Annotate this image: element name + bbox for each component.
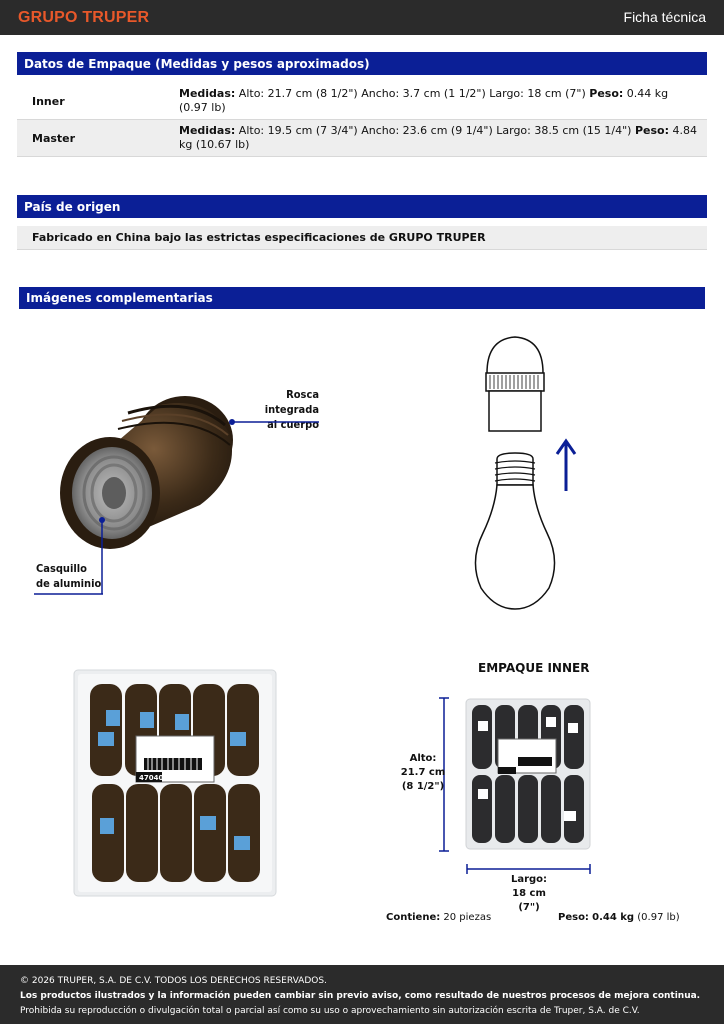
peso-inner-lb: (0.97 lb): [637, 912, 680, 923]
peso-value: 4.84 kg (10.67 lb): [179, 124, 697, 151]
origin-section-header: País de origen: [17, 195, 707, 218]
peso-label: Peso:: [589, 87, 624, 100]
footer: [0, 965, 724, 1024]
packaging-row-master: [17, 120, 707, 157]
alto-in: (8 1/2"): [401, 781, 445, 792]
largo-dimension-label: [504, 873, 554, 915]
peso-label: Peso:: [634, 124, 669, 137]
origin-text: Fabricado en China bajo las estrictas especificaciones de GRUPO TRUPER: [17, 226, 707, 250]
callout-casquillo-line1: Casquillo: [36, 562, 87, 575]
package-bag-image: [70, 668, 280, 898]
packaging-table: [17, 83, 707, 157]
top-bar: [0, 0, 724, 35]
callout-rosca-leader: [228, 418, 320, 426]
alto-cm: 21.7 cm: [400, 767, 446, 778]
packaging-row-description: [179, 120, 707, 156]
packaging-row-name: Master: [32, 131, 76, 145]
footer-copyright: © 2026 TRUPER, S.A. DE C.V. TODOS LOS DERECHOS RESERVADOS.: [20, 976, 327, 986]
socket-bulb-diagram: [465, 333, 585, 613]
alto-label: Alto:: [409, 753, 437, 764]
medidas-value: Alto: 19.5 cm (7 3/4") Ancho: 23.6 cm (9 1/4") Largo: 38.5 cm (15 1/4"): [238, 124, 632, 137]
callout-casquillo-leader: [34, 515, 108, 597]
packaging-row-name: Inner: [32, 94, 65, 108]
empaque-inner-title: EMPAQUE INNER: [478, 661, 590, 675]
document-type-label: Ficha técnica: [623, 9, 706, 25]
largo-in: (7"): [518, 902, 540, 913]
package-label-code: 47040: [139, 774, 164, 782]
callout-rosca-line2: al cuerpo: [267, 418, 319, 431]
alto-dimension-label: [400, 752, 446, 794]
medidas-value: Alto: 21.7 cm (8 1/2") Ancho: 3.7 cm (1 1/2") Largo: 18 cm (7"): [238, 87, 586, 100]
peso-inner-key: Peso:: [558, 912, 589, 923]
peso-inner-label: [558, 912, 680, 923]
packaging-section-header: Datos de Empaque (Medidas y pesos aproximados): [17, 52, 707, 75]
callout-rosca-line1: Rosca integrada: [264, 388, 319, 416]
contiene-label: [386, 912, 491, 923]
medidas-label: Medidas:: [179, 87, 236, 100]
contiene-key: Contiene:: [386, 912, 441, 923]
largo-label: Largo:: [510, 874, 548, 885]
packaging-row-inner: [17, 83, 707, 120]
contiene-value: 20 piezas: [443, 912, 492, 923]
medidas-label: Medidas:: [179, 124, 236, 137]
largo-cm: 18 cm: [512, 888, 546, 899]
callout-casquillo-line2: de aluminio: [36, 577, 102, 590]
inner-package-image: [464, 697, 592, 851]
peso-value: 0.44 kg (0.97 lb): [179, 87, 669, 114]
footer-disclaimer: Los productos ilustrados y la información pueden cambiar sin previo aviso, como resultado de nuestros procesos de mejora continua.: [20, 991, 701, 1001]
footer-prohibition: Prohibida su reproducción o divulgación total o parcial así como su uso o aprovechamiento sin autorización escrita de Truper, S.A. de C.V.: [20, 1006, 640, 1016]
peso-inner-kg: 0.44 kg: [592, 912, 635, 923]
packaging-row-description: [179, 83, 707, 119]
images-section-header: Imágenes complementarias: [19, 287, 705, 309]
truper-logo: GRUPO TRUPER: [18, 9, 150, 26]
